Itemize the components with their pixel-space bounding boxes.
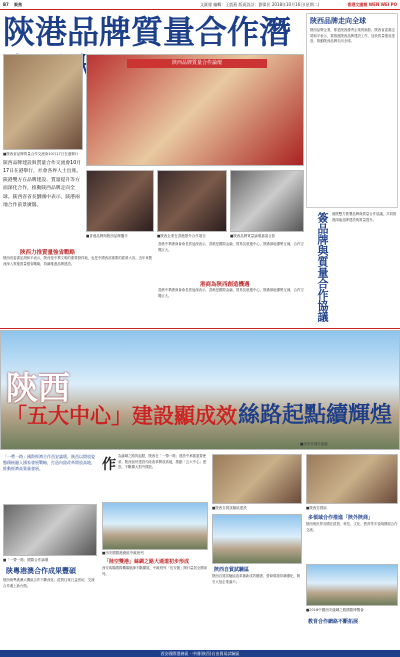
- section-name: 聚焦: [14, 2, 22, 7]
- col4-subhead: 多領域合作推進「陝外陝商」: [308, 515, 374, 521]
- feature-caption: ■西安市城市風貌: [300, 442, 328, 446]
- feature-title-shaanxi: 陝西: [6, 369, 71, 407]
- section-divider: [0, 328, 400, 329]
- edition-meta: 文匯報 編輯：王凱燕 版面設計：劉偉民 2018年10月16日(星期二): [200, 2, 320, 7]
- col3-subhead: 陝西自貿試驗區: [214, 567, 250, 573]
- col1-box-text: 陝西與粵港澳大灣區合作不斷深化，經貿往來日益密切，交流合作邁上新台階。: [3, 578, 95, 588]
- col4-text: 陝西與世界各國在經貿、科技、文化、教育等多領域開展合作交流。: [306, 522, 398, 532]
- caption-1: ■陝西省品牌質量合作交流會10月17日在港舉行: [3, 152, 79, 156]
- col3-caption: ■陝西自貿試驗區建設: [212, 506, 247, 510]
- col4-subhead2: 教育合作網絡不斷拓展: [308, 619, 359, 625]
- col4-photo: [306, 454, 398, 504]
- free-trade-photo-1: [212, 454, 302, 504]
- caption-2: ■香港品牌與陝西品牌攜手: [86, 234, 128, 238]
- masthead: [0, 0, 400, 10]
- expo-photo: [306, 564, 398, 606]
- forum-photo: [3, 504, 97, 556]
- stage-banner: 陝西品牌質量合作論壇: [127, 59, 267, 68]
- col2-dropcap: 作: [102, 457, 116, 473]
- train-photo: [102, 502, 208, 550]
- feature-title-center: 「五大中心」建設顯成效: [6, 403, 237, 428]
- section2-title: 港商為陝西創造機遇: [200, 282, 250, 288]
- audience-photo: [230, 170, 304, 232]
- footer-bar: 西安國際港務區 · 中國(陝西)自由貿易試驗區: [0, 650, 400, 657]
- free-trade-photo-2: [212, 514, 302, 564]
- col1-caption: ■「一帶一路」國際合作論壇: [3, 558, 49, 562]
- speaker-photo-2: [157, 170, 227, 232]
- portrait-photo: [3, 54, 83, 150]
- vertical-title: 簽品牌與質量合作協議: [316, 212, 329, 322]
- side-box-title: 陝西品牌走向全球: [310, 16, 366, 25]
- newspaper-logo: 香港文匯報 WEN WEI PO: [347, 2, 397, 7]
- section2-text-top: 香港中華總商會會長蔡冠深表示，香港是國際金融、貿易及航運中心，陝港兩地優勢互補，合作空間巨大。: [158, 242, 304, 252]
- col3-text: 陝西自貿試驗區改革創新成效顯著，營商環境持續優化，吸引大批企業落戶。: [212, 574, 301, 584]
- col2-text: 為絲綢之路的起點，陝西在「一帶一路」建設中承擔重要使命。陝西加快建設內陸改革開放高地，推動「五大中心」建設，不斷擴大對外開放。: [118, 454, 207, 470]
- main-headline: 陝港品牌質量合作潛 大: [3, 13, 292, 89]
- section2-text: 香港中華總商會會長蔡冠深表示，香港是國際金融、貿易及航運中心，陝港兩地優勢互補，合作空間巨大。: [158, 288, 304, 298]
- side-box-text: 陝西品牌企業，都是陝西優秀企業的縮影。陝西省委書記胡和平表示，要推進陝西品牌建設工作，加快質量強省建設，推動陝西品牌走向全球。: [310, 28, 395, 44]
- col1-lead: 「一帶一路」國際經濟合作西安論壇，陝西以開放姿態積極融入國家發展戰略，打造內陸改革開放高地，推動經濟高質量發展。: [3, 454, 95, 471]
- vertical-side-text: 港陝雙方簽署品牌與質量合作協議，共同推進兩地品牌建設與質量提升。: [332, 212, 397, 222]
- signing-ceremony-photo: [86, 54, 304, 166]
- feature-title-silk: 絲路起點續輝煌: [238, 402, 393, 428]
- col2-caption: ■西安國際港務區中歐班列: [102, 551, 144, 555]
- col2-subhead: 「陸空雙港」絲綢之路大通道初步形成: [104, 559, 190, 565]
- caption-4: ■陝西品牌質量論壇嘉賓合影: [230, 234, 276, 238]
- section1-text: 陝西省委書記胡和平表示，陝西是中華文明的重要發祥地，也是中國西部重要的經濟大省。近年來陝西深入實施質量強省戰略，持續推進品牌建設。: [3, 256, 153, 266]
- col2-sub-text: 西安咸陽國際機場航線不斷擴展，中歐班列「長安號」開行量居全國前列。: [102, 566, 208, 576]
- speaker-photo-1: [86, 170, 154, 232]
- col4-caption2: ■2018中國西安絲綢之路國際博覽會: [306, 608, 364, 612]
- caption-3: ■陝西企業在香港推介合作項目: [157, 234, 206, 238]
- col4-caption: ■陝西自貿區: [306, 506, 327, 510]
- col1-box-title: 陝粵港澳合作成果豐碩: [6, 566, 76, 575]
- lead-text: 陝西品牌建設與質量合作交流會10月17日在港舉行，社會各界人士出席。陝港雙方在品牌建設、質量提升等方面深化合作，推動陝西品牌走向全球。陝西省省長劉國中表示，陝港兩地合作前景廣闊。: [3, 161, 82, 209]
- section1-title: 陝西力推質量強省戰略: [20, 250, 76, 256]
- page-number: B7: [3, 2, 9, 7]
